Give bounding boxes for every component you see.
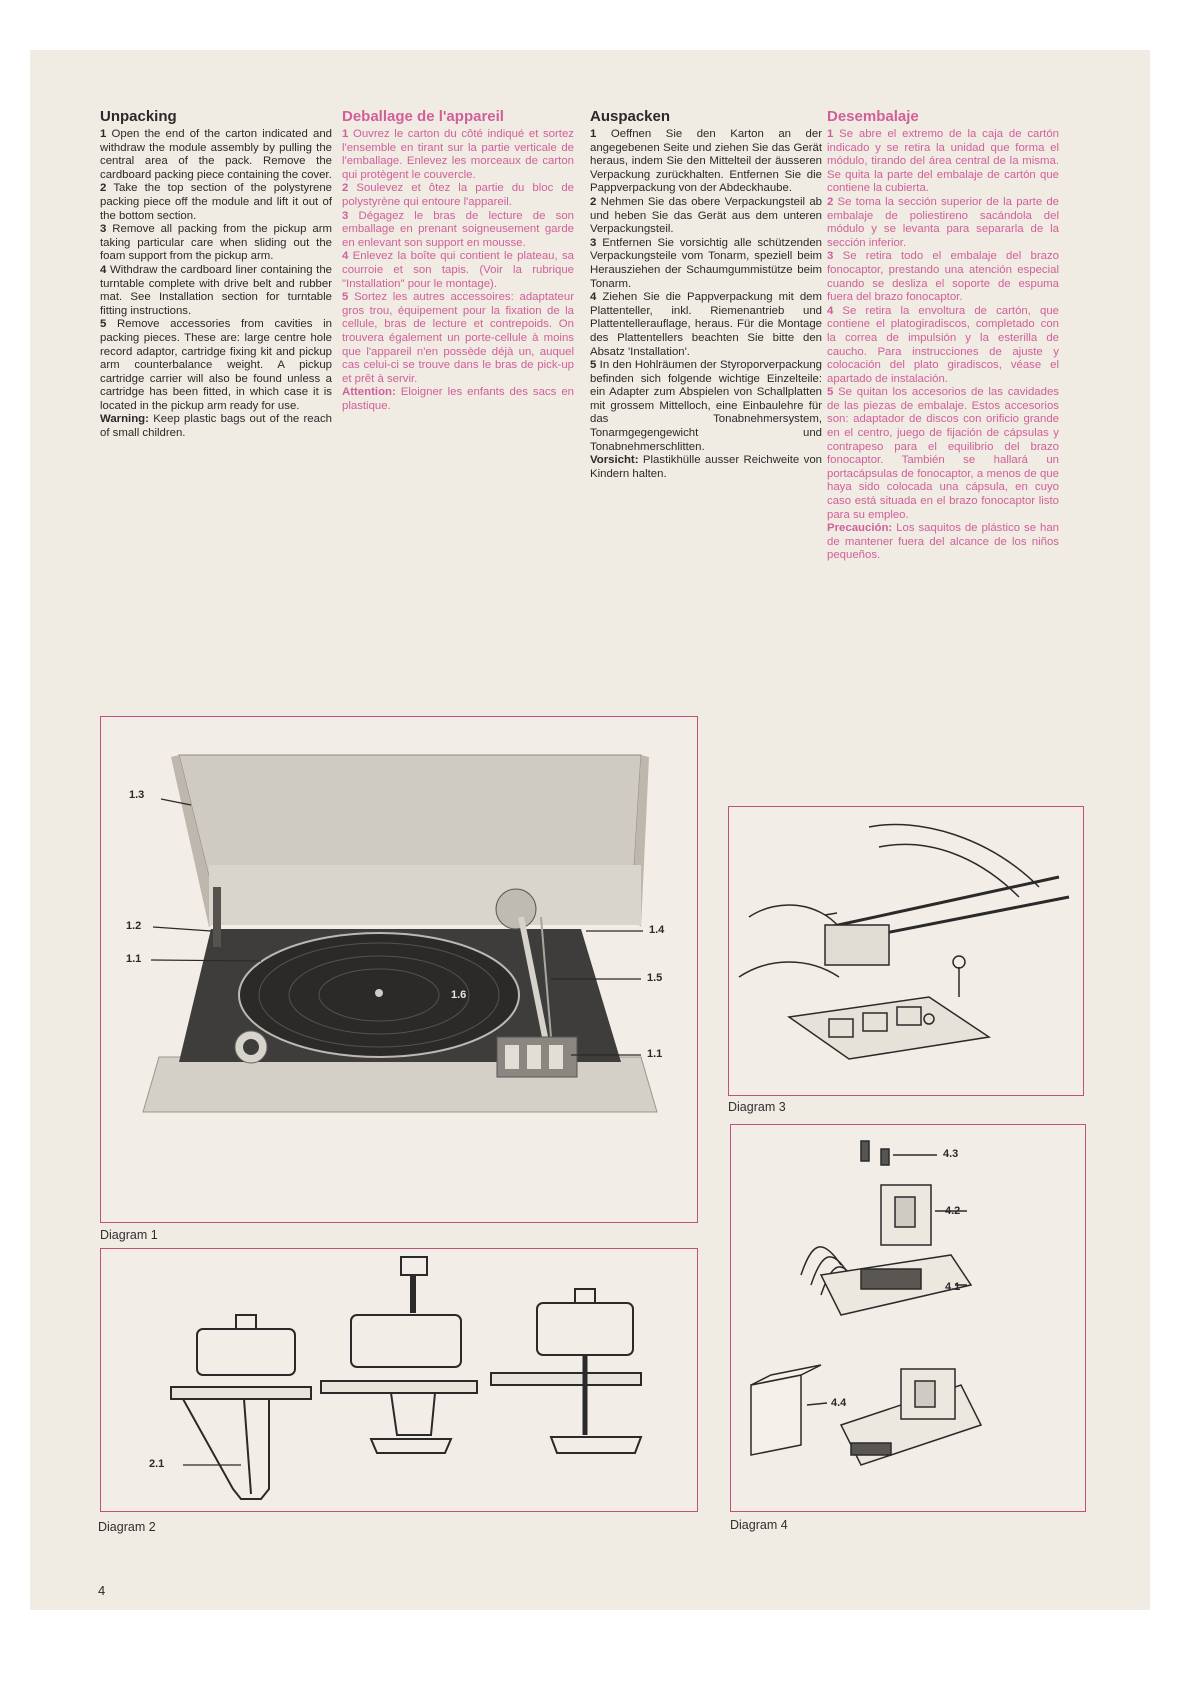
paragraph-number: 2 — [590, 195, 597, 208]
numbered-paragraph — [342, 291, 574, 386]
numbered-paragraph — [100, 318, 332, 413]
paragraph-text: Ouvrez le carton du côté indiqué et sortez l'ensemble en tirant sur la partie verticale de l'emballage. Enlevez les morceaux de carton qui protègent le couvercle. — [342, 128, 574, 181]
paragraph-number: 5 — [100, 318, 107, 331]
paragraph-text: Remove accessories from cavities in packing pieces. These are: large centre hole record adaptor, cartridge fixing kit and pickup arm counterbalance weight. A pickup cartridge carrier will also be found unless a cartridge has been fitted, in which case it is located in the pickup arm ready for use. — [100, 318, 332, 412]
numbered-paragraph — [590, 237, 822, 291]
numbered-paragraph — [827, 250, 1059, 304]
callout-4-3: 4.3 — [943, 1148, 959, 1160]
cartridge-removal-illustration-icon — [729, 807, 1083, 1095]
numbered-paragraph — [342, 128, 574, 182]
paragraph-number: 3 — [100, 223, 107, 236]
callout-1-4: 1.4 — [649, 924, 665, 936]
paragraph-number: 3 — [827, 250, 834, 263]
numbered-paragraph — [100, 264, 332, 318]
paragraph-number: 4 — [100, 263, 107, 276]
section-title: Unpacking — [100, 108, 177, 125]
paragraph-number: 1 — [590, 128, 597, 140]
paragraph-text: Se abre el extremo de la caja de cartón indicado y se retira la unidad que forma el módulo, tirando del área central de la misma. Se quita la parte del embalaje de cartón que contiene la cubierta. — [827, 128, 1059, 195]
diagram-4-caption: Diagram 4 — [730, 1518, 788, 1532]
column-english — [100, 108, 332, 441]
warning: Attention: Eloigner les enfants des sacs en plastique. — [342, 386, 574, 412]
paragraph-text: Ziehen Sie die Pappverpackung mit dem Plattenteller, inkl. Riemenantrieb und Plattentellerauflage, heraus. Für die Montage des Plattentellers beachten Sie bitte den Absatz 'Installation'. — [590, 291, 822, 358]
warning: Warning: Keep plastic bags out of the reach of small children. — [100, 413, 332, 440]
paragraph-text: Se quitan los accesorios de las cavidades de las piezas de embalaje. Estos accesorios son: adaptador de discos con orificio grande en el centro, juego de fijación de cápsulas y contrapeso para el equilibrio del brazo fonocaptor. También se hallará un portacápsulas de fonocaptor, a menos de que haya sido colocada una cápsula, en cuyo caso está situada en el brazo fonocaptor listo para su empleo. — [827, 386, 1059, 521]
column-spanish — [827, 108, 1059, 563]
paragraph-text: In den Hohlräumen der Styroporverpackung befinden sich folgende wichtige Einzelteile: ein Adapter zum Abspielen von Schallplatten mit grossem Mittelloch, eine Einbaulehre für das Tonabnehmersystem, Tonarmgegengewicht und Tonabnehmerschlitten. — [590, 359, 822, 453]
manual-page — [30, 50, 1150, 1610]
paragraph-list — [342, 128, 574, 386]
callout-1-5: 1.5 — [647, 972, 663, 984]
numbered-paragraph — [590, 128, 822, 196]
paragraph-number: 2 — [827, 195, 834, 208]
callout-1-1-right: 1.1 — [647, 1048, 663, 1060]
section-title: Deballage de l'appareil — [342, 108, 504, 125]
diagram-2-frame — [100, 1248, 698, 1512]
paragraph-text: Dégagez le bras de lecture de son emballage en prenant soigneusement garde en enlevant son support en mousse. — [342, 209, 574, 249]
paragraph-number: 3 — [590, 236, 597, 249]
numbered-paragraph — [342, 250, 574, 291]
paragraph-text: Sortez les autres accessoires: adaptateur gros trou, équipement pour la fixation de la cellule, bras de lecture et contrepoids. On trouvera également un porte-cellule à moins que l'appareil n'en possède déjà un, auquel cas celui-ci se trouve dans le bras de pick-up et prêt à servir. — [342, 291, 574, 385]
paragraph-number: 1 — [827, 128, 834, 140]
paragraph-number: 3 — [342, 209, 349, 222]
paragraph-number: 5 — [590, 359, 597, 372]
diagram-1-caption: Diagram 1 — [100, 1228, 158, 1242]
page-number: 4 — [98, 1583, 106, 1598]
column-german — [590, 108, 822, 481]
callout-1-6: 1.6 — [451, 989, 467, 1001]
callout-4-2: 4.2 — [945, 1205, 961, 1217]
paragraph-text: Take the top section of the polystyrene packing piece off the module and lift it out of the bottom section. — [100, 182, 332, 222]
paragraph-number: 1 — [342, 128, 349, 140]
diagram-3-caption: Diagram 3 — [728, 1100, 786, 1114]
column-french — [342, 108, 574, 413]
numbered-paragraph — [100, 223, 332, 264]
numbered-paragraph — [827, 386, 1059, 522]
numbered-paragraph — [590, 359, 822, 454]
paragraph-number: 5 — [342, 291, 349, 304]
warning: Vorsicht: Plastikhülle ausser Reichweite von Kindern halten. — [590, 454, 822, 480]
diagram-4-frame — [730, 1124, 1086, 1512]
callout-1-2: 1.2 — [126, 920, 142, 932]
paragraph-number: 4 — [827, 304, 834, 317]
paragraph-text: Enlevez la boîte qui contient le plateau, sa courroie et son tapis. (Voir la rubrique "Installation" pour le montage). — [342, 250, 574, 290]
diagram-3-frame — [728, 806, 1084, 1096]
numbered-paragraph — [100, 128, 332, 182]
numbered-paragraph — [827, 128, 1059, 196]
callout-1-1-left: 1.1 — [126, 953, 142, 965]
paragraph-number: 4 — [342, 250, 349, 263]
paragraph-number: 2 — [100, 182, 107, 195]
paragraph-list — [100, 128, 332, 413]
paragraph-text: Open the end of the carton indicated and withdraw the module assembly by pulling the central area of the pack. Remove the cardboard packing piece containing the cover. — [100, 128, 332, 181]
paragraph-number: 5 — [827, 386, 834, 399]
paragraph-text: Se retira todo el embalaje del brazo fonocaptor, prestando una atención especial cuando se desliza el soporte de espuma fuera del brazo fonocaptor. — [827, 250, 1059, 304]
paragraph-text: Nehmen Sie das obere Verpackungsteil ab und heben Sie das Gerät aus dem unteren Verpackungsteil. — [590, 195, 822, 236]
callout-1-3: 1.3 — [129, 789, 145, 801]
paragraph-list — [827, 128, 1059, 522]
paragraph-number: 4 — [590, 291, 597, 304]
numbered-paragraph — [827, 196, 1059, 250]
paragraph-text: Soulevez et ôtez la partie du bloc de polystyrène qui entoure l'appareil. — [342, 182, 574, 208]
section-title: Desembalaje — [827, 108, 919, 125]
cartridge-assembly-illustration-icon — [731, 1125, 1085, 1511]
section-title: Auspacken — [590, 108, 671, 125]
diagram-2-caption: Diagram 2 — [98, 1520, 156, 1534]
paragraph-text: Withdraw the cardboard liner containing the turntable complete with drive belt and rubber mat. See Installation section for turntable fitting instructions. — [100, 263, 332, 317]
numbered-paragraph — [100, 182, 332, 223]
numbered-paragraph — [342, 182, 574, 209]
paragraph-text: Oeffnen Sie den Karton an der angegebenen Seite und ziehen Sie das Gerät heraus, indem Sie den Mittelteil der äusseren Verpackung zurückhalten. Entfernen Sie die Pappverpackung von der Abdeckhaube. — [590, 128, 822, 195]
stylus-insertion-illustration-icon — [101, 1249, 697, 1511]
numbered-paragraph — [827, 305, 1059, 387]
numbered-paragraph — [590, 196, 822, 237]
paragraph-text: Entfernen Sie vorsichtig alle schützenden Verpackungsteile vom Tonarm, speziell beim Herausziehen der Schaumgummistütze beim Tonarm. — [590, 236, 822, 290]
paragraph-text: Se retira la envoltura de cartón, que contiene el platogiradiscos, completado con la correa de impulsión y la esterilla de caucho. Para instrucciones de ajuste y colocación del plato giradiscos, véase el apartado de instalación. — [827, 304, 1059, 385]
numbered-paragraph — [590, 291, 822, 359]
paragraph-list — [590, 128, 822, 454]
numbered-paragraph — [342, 210, 574, 251]
diagram-1-frame — [100, 716, 698, 1223]
callout-4-4: 4.4 — [831, 1397, 847, 1409]
callout-4-1: 4.1 — [945, 1281, 961, 1293]
paragraph-number: 1 — [100, 128, 107, 140]
warning: Precaución: Los saquitos de plástico se han de mantener fuera del alcance de los niños pequeños. — [827, 522, 1059, 562]
turntable-illustration-icon — [101, 717, 697, 1222]
paragraph-text: Se toma la sección superior de la parte de embalaje de poliestireno sacándola del módulo y se levanta para separarla de la sección inferior. — [827, 195, 1059, 249]
paragraph-number: 2 — [342, 182, 349, 195]
callout-2-1: 2.1 — [149, 1458, 165, 1470]
paragraph-text: Remove all packing from the pickup arm taking particular care when sliding out the foam support from the pickup arm. — [100, 223, 332, 263]
